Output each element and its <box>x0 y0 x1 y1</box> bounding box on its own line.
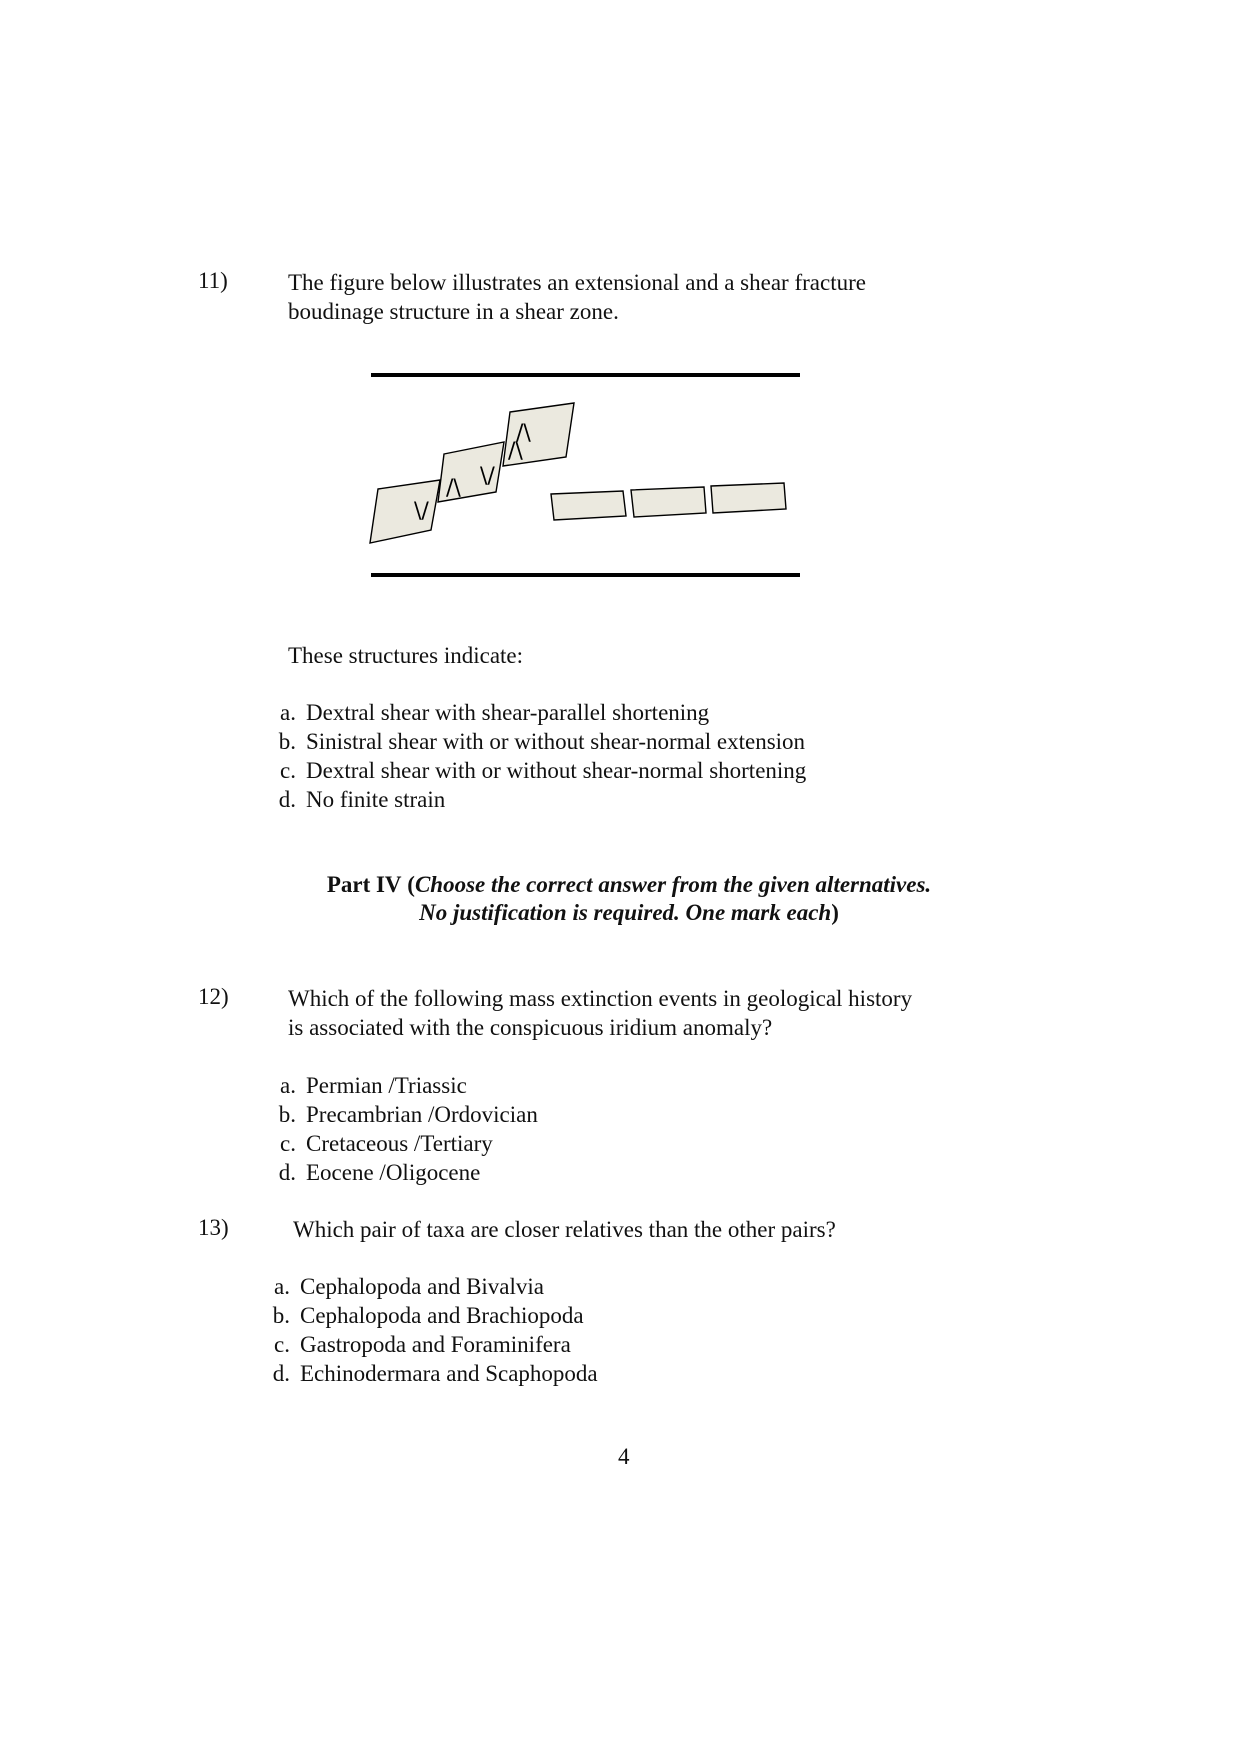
part-heading-line-1 <box>229 871 1029 899</box>
option-text: Permian /Triassic <box>306 1073 467 1098</box>
option-item[interactable] <box>258 1301 598 1330</box>
option-letter: d. <box>278 1160 296 1185</box>
option-letter: c. <box>274 1332 290 1357</box>
option-text: Cephalopoda and Bivalvia <box>300 1274 544 1299</box>
question-13-text-line-1: Which pair of taxa are closer relatives than the other pairs? <box>293 1217 836 1242</box>
option-text: Sinistral shear with or without shear-normal extension <box>306 729 806 754</box>
option-letter: b. <box>272 1303 290 1328</box>
extension-boudin-2 <box>631 487 706 517</box>
option-letter: d. <box>272 1361 290 1386</box>
option-item[interactable] <box>258 1129 538 1158</box>
question-12-text-line-1: Which of the following mass extinction events in geological history <box>288 986 913 1011</box>
shear-symbol-4: /\ <box>508 439 523 464</box>
part-heading <box>229 871 1029 927</box>
question-12-number: 12) <box>198 984 229 1009</box>
question-13-options <box>258 1272 598 1388</box>
question-11-text-line-1: The figure below illustrates an extensional and a shear fracture <box>288 270 866 295</box>
extension-boudin-1 <box>551 491 626 520</box>
shear-symbol-2: /\ <box>446 476 461 501</box>
option-item[interactable] <box>258 1071 538 1100</box>
option-item[interactable] <box>258 1100 538 1129</box>
part-heading-open-paren: ( <box>407 872 415 897</box>
question-11-follow-text: These structures indicate: <box>288 643 524 668</box>
option-text: No finite strain <box>306 787 446 812</box>
option-item[interactable] <box>258 1158 538 1187</box>
question-11-options <box>258 698 806 814</box>
question-11-number: 11) <box>198 268 228 293</box>
option-letter: d. <box>278 787 296 812</box>
question-11-text-line-2: boudinage structure in a shear zone. <box>288 299 619 324</box>
part-heading-close-paren: ) <box>831 900 839 925</box>
option-item[interactable] <box>258 727 806 756</box>
option-letter: a. <box>280 1073 296 1098</box>
question-12-text <box>288 984 1008 1042</box>
question-13-number: 13) <box>198 1215 229 1240</box>
page-number: 4 <box>618 1444 630 1469</box>
option-text: Precambrian /Ordovician <box>306 1102 538 1127</box>
option-item[interactable] <box>258 756 806 785</box>
part-heading-line-2 <box>229 899 1029 927</box>
part-heading-instruction-1: Choose the correct answer from the given alternatives. <box>414 872 932 897</box>
part-heading-label: Part IV <box>326 872 402 897</box>
question-13-text <box>293 1215 1013 1244</box>
question-12-text-line-2: is associated with the conspicuous iridium anomaly? <box>288 1015 773 1040</box>
part-heading-instruction-2: No justification is required. One mark each <box>419 900 832 925</box>
boudinage-figure <box>368 368 818 588</box>
option-text: Echinodermara and Scaphopoda <box>300 1361 598 1386</box>
option-letter: c. <box>280 1131 296 1156</box>
option-text: Dextral shear with shear-parallel shortening <box>306 700 710 725</box>
option-item[interactable] <box>258 1359 598 1388</box>
shear-boudin-1 <box>370 480 440 543</box>
shear-symbol-1: \/ <box>414 499 429 524</box>
shear-symbol-3: \/ <box>480 464 495 489</box>
shear-symbol-5: /\ <box>516 421 531 446</box>
option-text: Dextral shear with or without shear-normal shortening <box>306 758 807 783</box>
option-item[interactable] <box>258 698 806 727</box>
question-12-options <box>258 1071 538 1187</box>
option-item[interactable] <box>258 785 806 814</box>
option-item[interactable] <box>258 1272 598 1301</box>
option-letter: b. <box>278 729 296 754</box>
extension-boudin-3 <box>711 483 786 513</box>
option-text: Gastropoda and Foraminifera <box>300 1332 571 1357</box>
option-letter: c. <box>280 758 296 783</box>
option-item[interactable] <box>258 1330 598 1359</box>
option-letter: b. <box>278 1102 296 1127</box>
option-letter: a. <box>280 700 296 725</box>
option-text: Cephalopoda and Brachiopoda <box>300 1303 584 1328</box>
option-letter: a. <box>274 1274 290 1299</box>
option-text: Eocene /Oligocene <box>306 1160 481 1185</box>
option-text: Cretaceous /Tertiary <box>306 1131 493 1156</box>
question-11-text <box>288 268 1008 326</box>
